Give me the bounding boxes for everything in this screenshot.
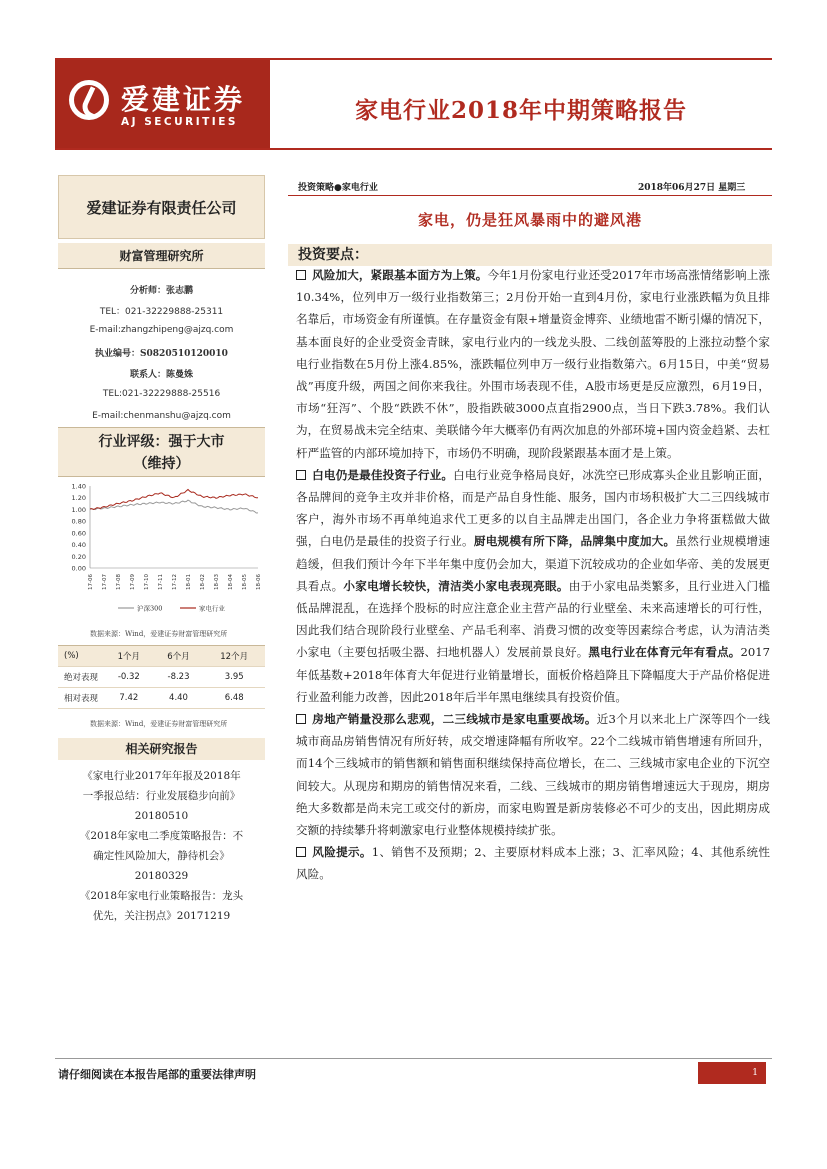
related-report-line: 优先，关注拐点》20171219 bbox=[92, 910, 231, 922]
contact-tel: TEL:021-32229888-25516 bbox=[102, 389, 221, 399]
x-tick-label: 17-06 bbox=[88, 574, 94, 590]
table-header-cell: 6个月 bbox=[154, 646, 204, 667]
paragraph-highlight: 黑电行业在体育元年有看点。 bbox=[588, 645, 741, 660]
legend-label: 沪深300 bbox=[137, 604, 163, 613]
report-category: 投资策略●家电行业 bbox=[298, 183, 378, 193]
paragraph-risk-warning bbox=[296, 841, 770, 885]
contact-email[interactable]: E-mail:chenmanshu@ajzq.com bbox=[92, 411, 231, 421]
paragraph-text: 白电行业竞争格局良好，冰洗空已形成寡头企业且影响正面，各品牌间的竞争主攻并非价格，而是产品自身性能、服务，国内市场积极扩大二三四线城市客户，海外市场不再单纯追求代工更多的以自主品牌走出国门，各企业力争将蛋糕做大做强，白电仍是最佳的投资子行业。 bbox=[296, 467, 770, 549]
section-heading: 投资要点： bbox=[288, 244, 772, 266]
table-source: 数据来源：Wind，爱建证券财富管理研究所 bbox=[90, 720, 228, 728]
report-title: 家电行业2018年中期策略报告 bbox=[355, 97, 688, 124]
logo-mark-icon bbox=[69, 80, 109, 120]
x-tick-label: 18-03 bbox=[214, 574, 220, 590]
y-tick-label: 0.00 bbox=[71, 564, 86, 573]
related-report-line: 《2018年家电行业策略报告：龙头 bbox=[79, 890, 244, 902]
x-tick-label: 17-10 bbox=[144, 574, 150, 590]
table-cell: -8.23 bbox=[154, 667, 204, 688]
x-tick-label: 17-09 bbox=[130, 574, 136, 590]
checkbox-bullet-icon bbox=[296, 470, 306, 480]
industry-rating bbox=[58, 427, 265, 477]
footer-rule bbox=[55, 1058, 772, 1059]
paragraph-text: 由于小家电品类繁多，且行业进入门槛低品牌混乱，在选择个股标的时应注意企业主营产品的行业壁垒、未来高速增长的可行性，因此我们结合现阶段行业壁垒、产品毛利率、消费习惯的改变等因素综合考虑，认为清洁类小家电（主要包括吸尘器、扫地机器人）发展前景良好。 bbox=[296, 578, 770, 660]
license-number: 执业编号：S0820510120010 bbox=[95, 349, 228, 359]
paragraph-text: 2017年低基数+2018年体育大年促进行业销量增长，面板价格趋降且下降幅度大于产品价格促进行业盈利能力改善，因此2018年后半年黑电继续具有投资价值。 bbox=[296, 645, 770, 704]
table-header-row bbox=[58, 646, 265, 667]
paragraph-text: 虽然行业规模增速趋缓，但我们预计今年下半年集中度仍会加大，渠道下沉较成功的企业如华帝、美的发展更具看点。 bbox=[296, 534, 770, 593]
legal-disclaimer-link[interactable]: 请仔细阅读在本报告尾部的重要法律声明 bbox=[58, 1068, 256, 1081]
table-row bbox=[58, 667, 265, 688]
chart-source: 数据来源：Wind，爱建证券财富管理研究所 bbox=[90, 630, 228, 638]
sidebar-company: 爱建证券有限责任公司 bbox=[58, 175, 265, 239]
x-tick-label: 17-11 bbox=[158, 574, 164, 590]
related-report-line: 《家电行业2017年年报及2018年 bbox=[82, 770, 241, 782]
y-tick-label: 0.80 bbox=[71, 517, 86, 526]
analyst-name: 分析师：张志鹏 bbox=[129, 286, 193, 296]
table-cell: 7.42 bbox=[104, 688, 154, 709]
logo-chinese-text: 爱建证券 bbox=[121, 83, 246, 116]
header-bottom-rule bbox=[55, 148, 772, 150]
table-cell: -0.32 bbox=[104, 667, 154, 688]
y-tick-label: 0.20 bbox=[71, 552, 86, 561]
rating-line-2: （维持） bbox=[133, 456, 190, 472]
x-tick-label: 18-01 bbox=[186, 574, 192, 590]
paragraph-real-estate bbox=[296, 708, 770, 841]
table-header-cell: (%) bbox=[58, 646, 104, 667]
table-header-cell: 1个月 bbox=[104, 646, 154, 667]
x-tick-label: 18-06 bbox=[256, 574, 262, 590]
x-tick-label: 18-05 bbox=[242, 574, 248, 590]
related-report-line: 确定性风险加大，静待机会》 bbox=[93, 850, 230, 862]
related-report-date: 20180329 bbox=[134, 870, 189, 882]
company-logo bbox=[55, 60, 270, 148]
sidebar-department: 财富管理研究所 bbox=[58, 243, 265, 269]
contact-name: 联系人：陈曼姝 bbox=[129, 370, 193, 380]
paragraph-highlight: 厨电规模有所下降，品牌集中度加大。 bbox=[473, 534, 676, 549]
report-body bbox=[296, 264, 770, 886]
report-date: 2018年06月27日 星期三 bbox=[638, 183, 746, 193]
related-report-line: 《2018年家电二季度策略报告：不 bbox=[79, 830, 244, 842]
checkbox-bullet-icon bbox=[296, 847, 306, 857]
page-number: 1 bbox=[698, 1062, 766, 1084]
series-line-appliance bbox=[90, 489, 258, 509]
table-cell: 4.40 bbox=[154, 688, 204, 709]
paragraph-text: 1、销售不及预期；2、主要原材料成本上涨；3、汇率风险；4、其他系统性风险。 bbox=[296, 845, 770, 882]
paragraph-text: 近3个月以来北上广深等四个一线城市商品房销售情况有所好转，成交增速降幅有所收窄。22个二线城市销售增速有所回升，而14个三线城市的销售额和销售面积继续保持高位增长，在二、三线城市家电企业的下沉空间较大。从现房和期房的销售情况来看，二线、三线城市的期房销售增速远大于现房，期房绝大多数都是尚未完工或交付的新房，而家电购置是新房装修必不可少的支出，因此期房成交额的持续攀升将刺激家电行业整体规模持续扩张。 bbox=[296, 712, 770, 838]
y-tick-label: 0.40 bbox=[71, 541, 86, 550]
x-tick-label: 18-04 bbox=[228, 574, 234, 590]
paragraph-text: 今年1月份家电行业还受2017年市场高涨情绪影响上涨10.34%，位列申万一级行业指数第三；2月份开始一直到4月份，家电行业涨跌幅为负且排名靠后，市场资金有所谨慎。在存量资金有限+增量资金博弈、业绩地雷不断引爆的情况下，基本面良好的企业受资金青睐，家电行业内的一线龙头股、二线创蓝筹股的上涨拉动整个家电行业指数在5月份上涨4.85%，涨跌幅位列申万一级行业指数第六。6月15日，中美“贸易战”再度升级，两国之间你来我往。外围市场表现不佳，A股市场更是反应激烈，6月19日，市场“狂泻”、个股“跌跌不休”，股指跌破3000点直指2900点，当日下跌3.78%。我们认为，在贸易战未完全结束、美联储今年大概率仍有两次加息的外部环境+国内资金趋紧、去杠杆严监管的内部环境加持下，市场仍不明确，现阶段紧跟基本面才是上策。 bbox=[296, 268, 770, 460]
paragraph-highlight: 小家电增长较快，清洁类小家电表现亮眼。 bbox=[343, 578, 569, 593]
table-cell: 绝对表现 bbox=[58, 667, 104, 688]
paragraph-heading: 风险提示。 bbox=[312, 845, 372, 860]
paragraph-heading: 房地产销量没那么悲观，二三线城市是家电重要战场。 bbox=[312, 712, 597, 727]
paragraph-white-goods bbox=[296, 464, 770, 708]
meta-rule bbox=[288, 195, 772, 196]
related-reports-title: 相关研究报告 bbox=[58, 738, 265, 760]
x-tick-label: 17-08 bbox=[116, 574, 122, 590]
table-cell: 相对表现 bbox=[58, 688, 104, 709]
y-tick-label: 0.60 bbox=[71, 529, 86, 538]
performance-chart bbox=[58, 480, 265, 618]
logo-english-text: AJ SECURITIES bbox=[121, 116, 238, 128]
table-row bbox=[58, 688, 265, 709]
analyst-email[interactable]: E-mail:zhangzhipeng@ajzq.com bbox=[89, 325, 234, 335]
y-tick-label: 1.40 bbox=[71, 482, 86, 491]
related-report-line: 一季报总结：行业发展稳步向前》 bbox=[82, 790, 241, 802]
table-cell: 3.95 bbox=[203, 667, 265, 688]
table-header-cell: 12个月 bbox=[203, 646, 265, 667]
paragraph-heading: 白电仍是最佳投资子行业。 bbox=[312, 467, 454, 482]
series-line-csi300 bbox=[90, 500, 258, 513]
legend-label: 家电行业 bbox=[199, 604, 225, 613]
performance-table bbox=[58, 645, 265, 709]
y-tick-label: 1.20 bbox=[71, 494, 86, 503]
x-tick-label: 17-07 bbox=[102, 574, 108, 590]
chart-svg bbox=[58, 480, 265, 618]
analyst-tel: TEL：021-32229888-25311 bbox=[99, 307, 224, 317]
report-subtitle: 家电，仍是狂风暴雨中的避风港 bbox=[417, 211, 642, 229]
checkbox-bullet-icon bbox=[296, 270, 306, 280]
rating-line-1: 行业评级：强于大市 bbox=[98, 434, 225, 450]
x-tick-label: 17-12 bbox=[172, 574, 178, 590]
related-report-date: 20180510 bbox=[134, 810, 189, 822]
x-tick-label: 18-02 bbox=[200, 574, 206, 590]
paragraph-risk bbox=[296, 264, 770, 464]
checkbox-bullet-icon bbox=[296, 714, 306, 724]
paragraph-heading: 风险加大，紧跟基本面方为上策。 bbox=[312, 268, 488, 282]
table-cell: 6.48 bbox=[203, 688, 265, 709]
y-tick-label: 1.00 bbox=[71, 505, 86, 514]
